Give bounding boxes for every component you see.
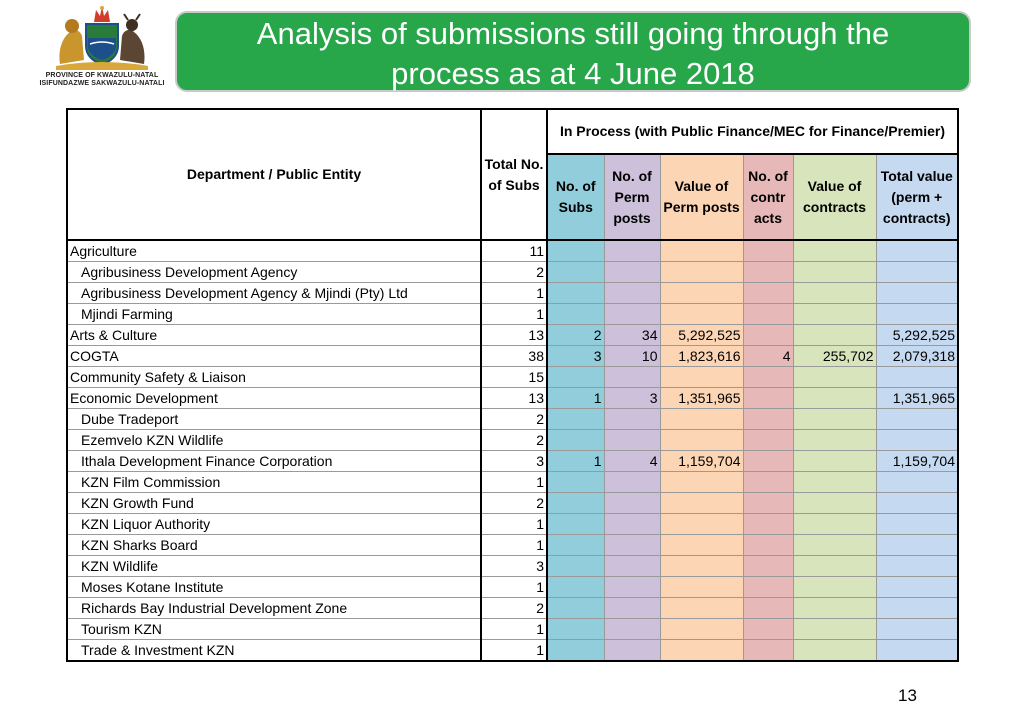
cell-name: Arts & Culture: [67, 325, 481, 346]
cell-val: [660, 472, 743, 493]
cell-subs: [547, 430, 604, 451]
table-row: [67, 472, 958, 493]
cell-tot: [876, 409, 958, 430]
cell-vcon: [793, 472, 876, 493]
cell-perm: [604, 514, 660, 535]
cell-total: 1: [481, 304, 547, 325]
cell-perm: [604, 493, 660, 514]
cell-total: 2: [481, 493, 547, 514]
cell-ncon: [743, 283, 793, 304]
cell-perm: [604, 598, 660, 619]
cell-subs: [547, 493, 604, 514]
cell-val: [660, 640, 743, 662]
cell-ncon: [743, 409, 793, 430]
header-no-subs: No. of Subs: [547, 154, 604, 240]
table-row: [67, 640, 958, 662]
cell-name: Mjindi Farming: [67, 304, 481, 325]
cell-name: Moses Kotane Institute: [67, 577, 481, 598]
cell-val: 1,351,965: [660, 388, 743, 409]
header-value-perm-posts: Value of Perm posts: [660, 154, 743, 240]
cell-ncon: [743, 304, 793, 325]
cell-tot: [876, 240, 958, 262]
cell-subs: [547, 619, 604, 640]
header-total-subs: Total No. of Subs: [481, 109, 547, 240]
cell-perm: [604, 535, 660, 556]
cell-perm: 34: [604, 325, 660, 346]
cell-tot: 2,079,318: [876, 346, 958, 367]
table-row: [67, 430, 958, 451]
cell-ncon: [743, 556, 793, 577]
cell-ncon: [743, 367, 793, 388]
cell-ncon: [743, 430, 793, 451]
header-no-contracts: No. of contr acts: [743, 154, 793, 240]
cell-val: [660, 619, 743, 640]
table-row: [67, 388, 958, 409]
cell-ncon: 4: [743, 346, 793, 367]
cell-name: Dube Tradeport: [67, 409, 481, 430]
cell-perm: [604, 409, 660, 430]
cell-tot: [876, 304, 958, 325]
title-line-2: process as at 4 June 2018: [391, 56, 755, 91]
cell-total: 38: [481, 346, 547, 367]
cell-subs: 3: [547, 346, 604, 367]
cell-total: 1: [481, 640, 547, 662]
cell-perm: 10: [604, 346, 660, 367]
cell-total: 1: [481, 472, 547, 493]
cell-val: [660, 514, 743, 535]
cell-vcon: [793, 619, 876, 640]
cell-tot: 1,159,704: [876, 451, 958, 472]
cell-name: Agriculture: [67, 240, 481, 262]
cell-subs: [547, 262, 604, 283]
cell-val: 1,823,616: [660, 346, 743, 367]
header-department: Department / Public Entity: [67, 109, 481, 240]
cell-val: [660, 367, 743, 388]
table-row: [67, 451, 958, 472]
cell-ncon: [743, 262, 793, 283]
cell-name: Agribusiness Development Agency: [67, 262, 481, 283]
cell-subs: [547, 535, 604, 556]
cell-subs: [547, 240, 604, 262]
cell-val: [660, 577, 743, 598]
cell-vcon: [793, 556, 876, 577]
cell-tot: 1,351,965: [876, 388, 958, 409]
cell-subs: [547, 598, 604, 619]
table-row: [67, 367, 958, 388]
cell-vcon: [793, 640, 876, 662]
cell-val: 1,159,704: [660, 451, 743, 472]
header-value-contracts: Value of contracts: [793, 154, 876, 240]
cell-total: 13: [481, 388, 547, 409]
title-line-1: Analysis of submissions still going through the: [256, 16, 890, 51]
cell-perm: [604, 640, 660, 662]
cell-total: 13: [481, 325, 547, 346]
cell-ncon: [743, 598, 793, 619]
cell-vcon: [793, 451, 876, 472]
cell-perm: [604, 556, 660, 577]
cell-vcon: [793, 388, 876, 409]
cell-total: 11: [481, 240, 547, 262]
cell-total: 15: [481, 367, 547, 388]
table-row: [67, 346, 958, 367]
page-number: 13: [898, 686, 917, 705]
cell-val: [660, 283, 743, 304]
cell-name: Economic Development: [67, 388, 481, 409]
header-no-perm-posts: No. of Perm posts: [604, 154, 660, 240]
cell-subs: [547, 640, 604, 662]
cell-vcon: [793, 598, 876, 619]
cell-val: 5,292,525: [660, 325, 743, 346]
cell-tot: [876, 472, 958, 493]
cell-name: KZN Film Commission: [67, 472, 481, 493]
table-row: [67, 409, 958, 430]
cell-vcon: [793, 409, 876, 430]
cell-perm: [604, 619, 660, 640]
cell-total: 1: [481, 283, 547, 304]
cell-val: [660, 409, 743, 430]
cell-val: [660, 304, 743, 325]
cell-subs: 2: [547, 325, 604, 346]
cell-perm: [604, 240, 660, 262]
cell-perm: [604, 304, 660, 325]
cell-val: [660, 556, 743, 577]
cell-ncon: [743, 472, 793, 493]
cell-tot: 5,292,525: [876, 325, 958, 346]
cell-subs: [547, 367, 604, 388]
cell-total: 2: [481, 409, 547, 430]
cell-subs: 1: [547, 388, 604, 409]
logo-line-1: PROVINCE OF KWAZULU-NATAL: [45, 72, 159, 79]
cell-total: 1: [481, 535, 547, 556]
table-row: [67, 577, 958, 598]
cell-vcon: [793, 283, 876, 304]
header-total-value: Total value (perm + contracts): [876, 154, 958, 240]
cell-subs: [547, 514, 604, 535]
cell-perm: [604, 472, 660, 493]
cell-perm: [604, 430, 660, 451]
cell-total: 2: [481, 262, 547, 283]
cell-ncon: [743, 451, 793, 472]
cell-ncon: [743, 619, 793, 640]
cell-vcon: [793, 493, 876, 514]
cell-ncon: [743, 325, 793, 346]
table-row: [67, 304, 958, 325]
cell-tot: [876, 493, 958, 514]
cell-name: Trade & Investment KZN: [67, 640, 481, 662]
cell-vcon: [793, 240, 876, 262]
cell-perm: [604, 577, 660, 598]
cell-name: Tourism KZN: [67, 619, 481, 640]
cell-total: 2: [481, 598, 547, 619]
cell-tot: [876, 556, 958, 577]
cell-subs: [547, 304, 604, 325]
cell-ncon: [743, 577, 793, 598]
cell-subs: [547, 409, 604, 430]
table-row: [67, 598, 958, 619]
table-row: [67, 514, 958, 535]
cell-tot: [876, 283, 958, 304]
cell-ncon: [743, 514, 793, 535]
cell-val: [660, 240, 743, 262]
table-row: [67, 325, 958, 346]
cell-subs: [547, 472, 604, 493]
cell-vcon: [793, 367, 876, 388]
cell-total: 2: [481, 430, 547, 451]
cell-subs: [547, 556, 604, 577]
cell-tot: [876, 262, 958, 283]
cell-vcon: 255,702: [793, 346, 876, 367]
cell-ncon: [743, 640, 793, 662]
cell-vcon: [793, 514, 876, 535]
table-row: [67, 262, 958, 283]
cell-vcon: [793, 577, 876, 598]
cell-total: 1: [481, 514, 547, 535]
submissions-table: [66, 108, 959, 662]
cell-total: 1: [481, 577, 547, 598]
table-row: [67, 619, 958, 640]
cell-tot: [876, 514, 958, 535]
cell-vcon: [793, 535, 876, 556]
cell-name: COGTA: [67, 346, 481, 367]
cell-subs: [547, 577, 604, 598]
cell-name: KZN Sharks Board: [67, 535, 481, 556]
cell-name: Ezemvelo KZN Wildlife: [67, 430, 481, 451]
cell-tot: [876, 640, 958, 662]
cell-vcon: [793, 430, 876, 451]
cell-tot: [876, 367, 958, 388]
cell-name: Community Safety & Liaison: [67, 367, 481, 388]
cell-subs: 1: [547, 451, 604, 472]
cell-perm: [604, 367, 660, 388]
provincial-logo: [38, 2, 166, 92]
cell-tot: [876, 598, 958, 619]
cell-tot: [876, 619, 958, 640]
cell-val: [660, 493, 743, 514]
cell-ncon: [743, 493, 793, 514]
logo-line-2: ISIFUNDAZWE SAKWAZULU-NATALI: [39, 80, 165, 87]
cell-perm: 4: [604, 451, 660, 472]
cell-name: Agribusiness Development Agency & Mjindi (Pty) Ltd: [67, 283, 481, 304]
cell-tot: [876, 430, 958, 451]
cell-total: 1: [481, 619, 547, 640]
cell-ncon: [743, 240, 793, 262]
cell-tot: [876, 577, 958, 598]
cell-val: [660, 598, 743, 619]
table-row: [67, 556, 958, 577]
cell-total: 3: [481, 451, 547, 472]
table-row: [67, 493, 958, 514]
cell-vcon: [793, 325, 876, 346]
table-row: [67, 535, 958, 556]
cell-ncon: [743, 535, 793, 556]
cell-val: [660, 262, 743, 283]
table-row: [67, 283, 958, 304]
cell-val: [660, 430, 743, 451]
cell-vcon: [793, 262, 876, 283]
header-in-process: In Process (with Public Finance/MEC for Finance/Premier): [547, 109, 958, 154]
coat-of-arms-icon: [50, 2, 154, 72]
cell-name: Richards Bay Industrial Development Zone: [67, 598, 481, 619]
cell-perm: [604, 283, 660, 304]
cell-name: Ithala Development Finance Corporation: [67, 451, 481, 472]
cell-val: [660, 535, 743, 556]
cell-name: KZN Liquor Authority: [67, 514, 481, 535]
cell-subs: [547, 283, 604, 304]
table-row: [67, 240, 958, 262]
cell-perm: 3: [604, 388, 660, 409]
cell-name: KZN Wildlife: [67, 556, 481, 577]
cell-vcon: [793, 304, 876, 325]
cell-name: KZN Growth Fund: [67, 493, 481, 514]
cell-perm: [604, 262, 660, 283]
cell-total: 3: [481, 556, 547, 577]
cell-ncon: [743, 388, 793, 409]
cell-tot: [876, 535, 958, 556]
slide-title: [175, 11, 971, 92]
